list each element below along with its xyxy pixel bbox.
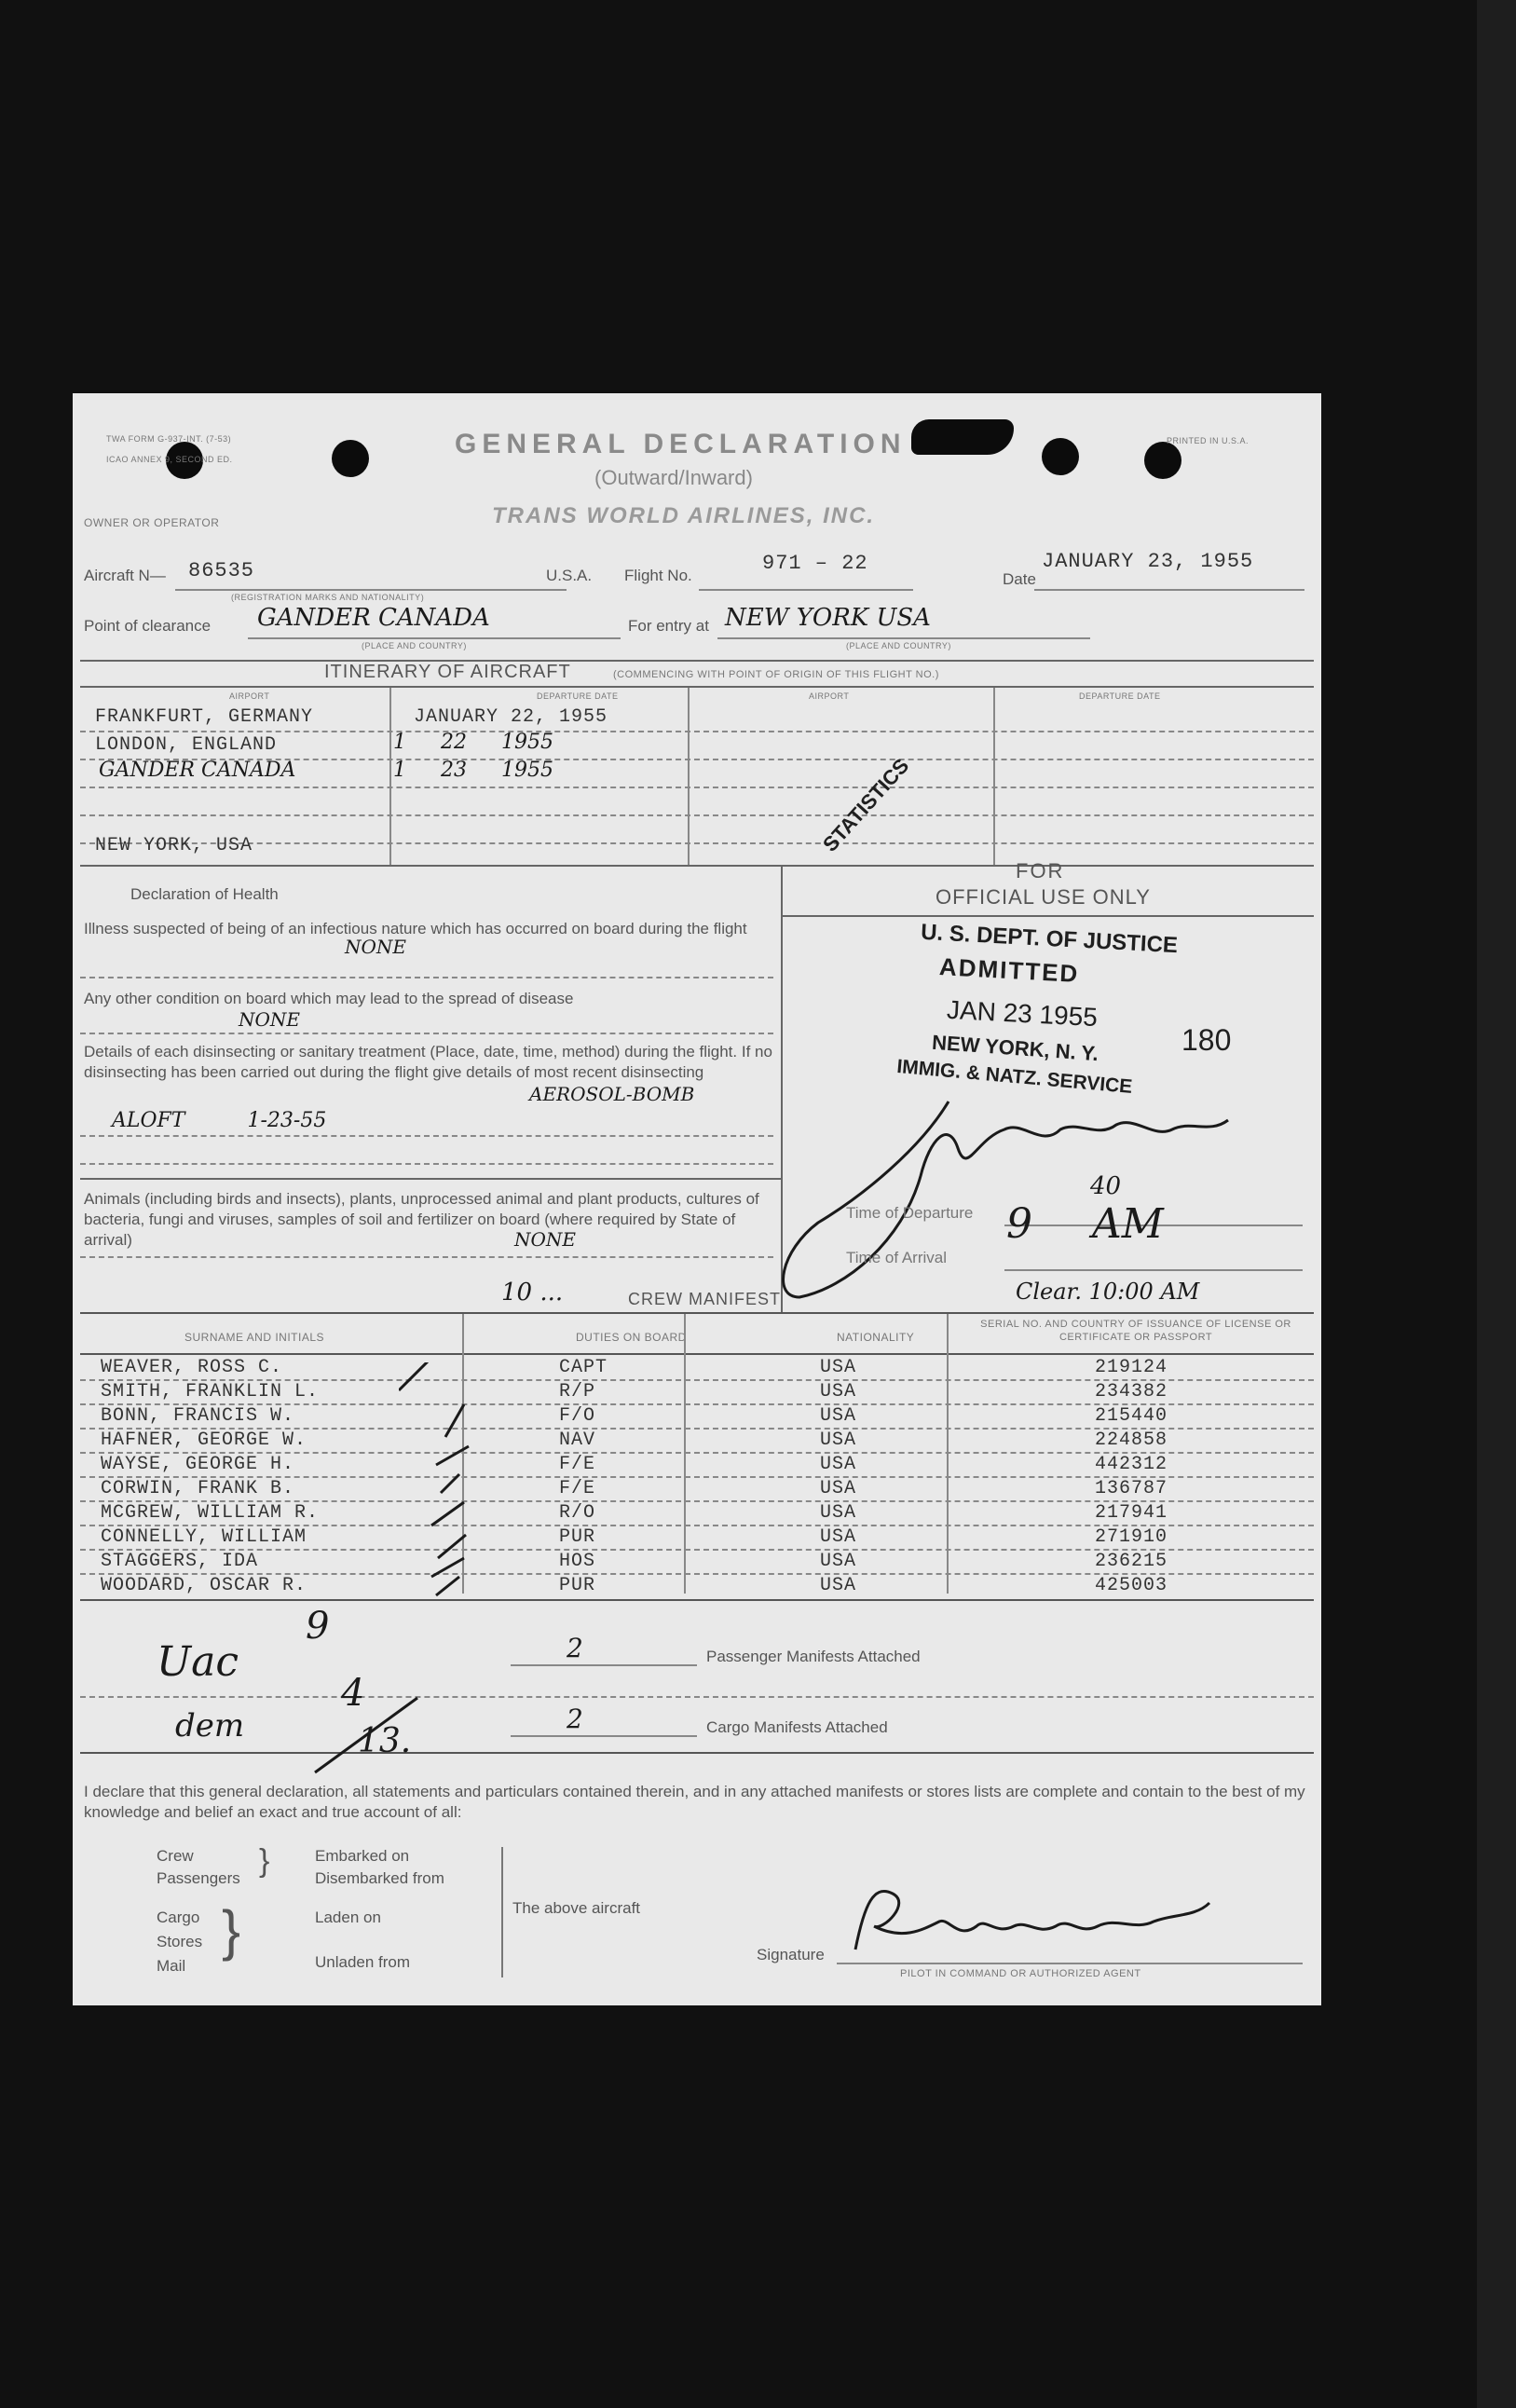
admitted-stamp-line1: U. S. DEPT. OF JUSTICE — [920, 919, 1179, 959]
crew-serial: 236215 — [1095, 1551, 1168, 1572]
crew-hand-note: 10 ... — [501, 1279, 564, 1307]
itinerary-airport-3: GANDER CANADA — [99, 759, 296, 782]
admitted-stamp-line5: IMMIG. & NATZ. SERVICE — [895, 1055, 1134, 1099]
col-line — [688, 688, 690, 865]
departure-label: Time of Departure — [846, 1204, 974, 1222]
handwritten-note: dem — [175, 1707, 245, 1744]
signature-caption: PILOT IN COMMAND OR AUTHORIZED AGENT — [900, 1968, 1141, 1979]
decl-aircraft: The above aircraft — [512, 1899, 641, 1917]
crew-row — [93, 1405, 1314, 1430]
flight-date: JANUARY 23, 1955 — [1042, 550, 1254, 573]
form-number: TWA FORM G-937-INT. (7-53) — [106, 434, 232, 444]
row-line — [80, 1696, 1314, 1698]
crew-duty: NAV — [559, 1430, 596, 1451]
underline — [511, 1664, 697, 1666]
operator-name: TRANS WORLD AIRLINES, INC. — [492, 503, 876, 528]
official-number: 180 — [1181, 1023, 1232, 1057]
col-airport-2: AIRPORT — [809, 691, 850, 701]
place-caption: (PLACE AND COUNTRY) — [362, 641, 467, 650]
other-condition-label: Any other condition on board which may lead to the spread of disease — [84, 990, 574, 1007]
clearance-label: Point of clearance — [84, 617, 212, 635]
crew-duty: R/P — [559, 1381, 596, 1402]
aircraft-label: Aircraft N— — [84, 567, 166, 584]
col-duties: DUTIES ON BOARD — [576, 1331, 687, 1344]
itinerary-airport-1: FRANKFURT, GERMANY — [95, 706, 314, 728]
flight-label: Flight No. — [624, 567, 692, 584]
signature-line — [837, 1963, 1303, 1964]
passenger-manifest-label: Passenger Manifests Attached — [706, 1648, 921, 1665]
decl-mail: Mail — [157, 1957, 186, 1975]
divider — [80, 1312, 1314, 1314]
crew-nationality: USA — [820, 1502, 857, 1524]
crew-duty: R/O — [559, 1502, 596, 1524]
crew-nationality: USA — [820, 1575, 857, 1596]
col-line — [389, 688, 391, 865]
crew-serial: 136787 — [1095, 1478, 1168, 1499]
printed-in: PRINTED IN U.S.A. — [1167, 436, 1250, 445]
col-line — [993, 688, 995, 865]
row-line — [80, 1256, 773, 1258]
row-line — [80, 1573, 1314, 1575]
row-line — [80, 1403, 1314, 1405]
row-line — [80, 1452, 1314, 1454]
col-departure: DEPARTURE DATE — [537, 691, 619, 701]
itinerary-note: (COMMENCING WITH POINT OF ORIGIN OF THIS FLIGHT NO.) — [613, 669, 939, 680]
divider — [80, 1178, 781, 1180]
col-nationality: NATIONALITY — [837, 1331, 915, 1344]
general-declaration-form — [73, 393, 1321, 2005]
crew-duty: F/E — [559, 1478, 596, 1499]
aircraft-number: 86535 — [188, 559, 255, 582]
brace-icon: } — [222, 1899, 241, 1962]
itinerary-date-1: JANUARY 22, 1955 — [414, 706, 608, 728]
crew-name: MCGREW, WILLIAM R. — [101, 1502, 320, 1524]
crew-name: HAFNER, GEORGE W. — [101, 1430, 307, 1451]
official-for: FOR — [1016, 859, 1065, 882]
row-line — [80, 1500, 1314, 1502]
punch-hole — [1042, 438, 1079, 475]
crew-row — [93, 1502, 1314, 1526]
declaration-text: I declare that this general declaration, all statements and particulars contained therein, and in any attached manifests or stores lists are complete and contain to the best of my knowledge and belief an exact and true account of all: — [84, 1783, 1305, 1821]
row-line — [80, 1476, 1314, 1478]
col-surname: SURNAME AND INITIALS — [184, 1331, 325, 1344]
disinsect-label: Details of each disinsecting or sanitary treatment (Place, date, time, method) during the flight. If no disinsecting has been carried out during the flight give details of most recent disinsecting — [84, 1043, 772, 1081]
underline — [511, 1735, 697, 1737]
decl-crew: Crew — [157, 1847, 194, 1865]
admitted-stamp-line2: ADMITTED — [938, 952, 1081, 988]
crew-row — [93, 1575, 1314, 1599]
health-title: Declaration of Health — [130, 885, 279, 903]
clear-note: Clear. 10:00 AM — [1016, 1279, 1200, 1305]
illness-label: Illness suspected of being of an infectious nature which has occurred on board during the flight — [84, 920, 747, 937]
crew-nationality: USA — [820, 1430, 857, 1451]
entry-label: For entry at — [628, 617, 709, 635]
underline — [248, 637, 621, 639]
crew-title: CREW MANIFEST — [628, 1290, 781, 1308]
decl-laden: Laden on — [315, 1909, 381, 1926]
tally-marks — [399, 1362, 548, 1605]
statistics-stamp: STATISTICS — [818, 754, 914, 856]
crew-serial: 442312 — [1095, 1454, 1168, 1475]
crew-serial: 224858 — [1095, 1430, 1168, 1451]
itinerary-date-3: 1 23 1955 — [393, 759, 553, 782]
registration-caption: (REGISTRATION MARKS AND NATIONALITY) — [231, 593, 425, 602]
underline — [1034, 589, 1304, 591]
crew-name: WOODARD, OSCAR R. — [101, 1575, 307, 1596]
nationality: U.S.A. — [546, 567, 593, 584]
crew-duty: F/O — [559, 1405, 596, 1427]
itinerary-title: ITINERARY OF AIRCRAFT — [324, 662, 571, 682]
col-departure-2: DEPARTURE DATE — [1079, 691, 1161, 701]
row-line — [80, 1525, 1314, 1526]
row-line — [80, 731, 1314, 732]
row-line — [80, 977, 773, 978]
crew-duty: HOS — [559, 1551, 596, 1572]
decl-unladen: Unladen from — [315, 1953, 411, 1971]
film-edge — [1477, 0, 1516, 2408]
pilot-signature — [837, 1875, 1228, 1968]
crew-nationality: USA — [820, 1405, 857, 1427]
crew-row — [93, 1478, 1314, 1502]
owner-label: OWNER OR OPERATOR — [84, 516, 220, 529]
col-airport: AIRPORT — [229, 691, 270, 701]
crew-row — [93, 1454, 1314, 1478]
entry-value: NEW YORK USA — [725, 604, 931, 632]
crew-serial: 425003 — [1095, 1575, 1168, 1596]
underline — [717, 637, 1090, 639]
divider — [80, 865, 1314, 867]
cargo-manifest-count: 2 — [567, 1703, 583, 1734]
col-serial: SERIAL NO. AND COUNTRY OF ISSUANCE OF LICENSE OR CERTIFICATE OR PASSPORT — [980, 1319, 1291, 1343]
row-line — [80, 1033, 773, 1034]
arrival-minutes: 40 — [1090, 1172, 1122, 1200]
arrival-label: Time of Arrival — [846, 1249, 948, 1266]
crew-name: CONNELLY, WILLIAM — [101, 1526, 307, 1548]
divider — [80, 686, 1314, 688]
itinerary-final: NEW YORK, USA — [95, 835, 253, 856]
crew-row — [93, 1526, 1314, 1551]
crew-row — [93, 1381, 1314, 1405]
crew-row — [93, 1430, 1314, 1454]
bracket-line — [501, 1847, 503, 1977]
crew-duty: PUR — [559, 1575, 596, 1596]
divider — [781, 915, 1314, 917]
official-title: OFFICIAL USE ONLY — [936, 885, 1151, 909]
underline — [1004, 1269, 1303, 1271]
divider — [80, 1752, 1314, 1754]
row-line — [80, 1135, 773, 1137]
signature-label: Signature — [757, 1946, 825, 1963]
admitted-stamp-date: JAN 23 1955 — [946, 994, 1099, 1033]
handwritten-4: 4 — [341, 1672, 365, 1715]
animals-value: NONE — [514, 1228, 576, 1251]
row-line — [80, 1549, 1314, 1551]
brace-icon: } — [259, 1843, 270, 1879]
itinerary-airport-2: LONDON, ENGLAND — [95, 734, 278, 756]
handwritten-13: 13. — [358, 1722, 412, 1760]
cargo-manifest-label: Cargo Manifests Attached — [706, 1718, 888, 1736]
other-condition-value: NONE — [239, 1008, 300, 1031]
crew-serial: 271910 — [1095, 1526, 1168, 1548]
crew-nationality: USA — [820, 1526, 857, 1548]
crew-name: SMITH, FRANKLIN L. — [101, 1381, 320, 1402]
disinsect-value: AEROSOL-BOMB — [529, 1083, 695, 1105]
crew-row — [93, 1357, 1314, 1381]
row-line — [80, 1379, 1314, 1381]
passenger-manifest-count: 2 — [567, 1633, 583, 1663]
crew-row — [93, 1551, 1314, 1575]
date-label: Date — [1003, 570, 1036, 588]
decl-passengers: Passengers — [157, 1869, 240, 1887]
row-line — [80, 1163, 773, 1165]
divider — [80, 1599, 1314, 1601]
crew-serial: 219124 — [1095, 1357, 1168, 1378]
crew-nationality: USA — [820, 1551, 857, 1572]
crew-name: CORWIN, FRANK B. — [101, 1478, 295, 1499]
row-line — [80, 787, 1314, 788]
divider — [80, 660, 1314, 662]
crew-name: STAGGERS, IDA — [101, 1551, 259, 1572]
divider — [80, 1353, 1314, 1355]
animals-label: Animals (including birds and insects), plants, unprocessed animal and plant products, cultures of bacteria, fungi and viruses, samples of soil and fertilizer on board (where required by State of arrival) — [84, 1190, 759, 1249]
crew-serial: 217941 — [1095, 1502, 1168, 1524]
handwritten-9: 9 — [306, 1605, 330, 1648]
crew-duty: F/E — [559, 1454, 596, 1475]
admitted-stamp-line4: NEW YORK, N. Y. — [931, 1030, 1099, 1066]
form-title: GENERAL DECLARATION — [455, 429, 907, 459]
crew-duty: PUR — [559, 1526, 596, 1548]
illness-value: NONE — [345, 936, 406, 958]
row-line — [80, 1428, 1314, 1430]
crew-nationality: USA — [820, 1454, 857, 1475]
clearance-value: GANDER CANADA — [257, 604, 490, 632]
crew-duty: CAPT — [559, 1357, 608, 1378]
crew-nationality: USA — [820, 1357, 857, 1378]
crew-name: WAYSE, GEORGE H. — [101, 1454, 295, 1475]
form-subtitle: (Outward/Inward) — [594, 466, 753, 489]
itinerary-date-2: 1 22 1955 — [393, 731, 553, 754]
icao-annex: ICAO ANNEX 9, SECOND ED. — [106, 455, 233, 464]
crew-nationality: USA — [820, 1381, 857, 1402]
decl-cargo: Cargo — [157, 1909, 200, 1926]
row-line — [80, 814, 1314, 816]
row-line — [80, 842, 1314, 844]
place-caption-2: (PLACE AND COUNTRY) — [846, 641, 951, 650]
crew-nationality: USA — [820, 1478, 857, 1499]
crew-name: BONN, FRANCIS W. — [101, 1405, 295, 1427]
crew-name: WEAVER, ROSS C. — [101, 1357, 283, 1378]
decl-stores: Stores — [157, 1933, 203, 1950]
decl-disembarked: Disembarked from — [315, 1869, 444, 1887]
crew-serial: 234382 — [1095, 1381, 1168, 1402]
arrival-time: 9 AM — [1006, 1200, 1164, 1248]
flight-number: 971 – 22 — [762, 552, 868, 575]
decl-embarked: Embarked on — [315, 1847, 410, 1865]
punch-hole — [1144, 442, 1181, 479]
disinsect-value-2: ALOFT 1-23-55 — [112, 1109, 327, 1132]
punch-hole — [332, 440, 369, 477]
crew-serial: 215440 — [1095, 1405, 1168, 1427]
handwritten-uac: Uac — [157, 1638, 239, 1686]
torn-corner — [911, 419, 1014, 455]
underline — [699, 589, 913, 591]
underline — [175, 589, 567, 591]
